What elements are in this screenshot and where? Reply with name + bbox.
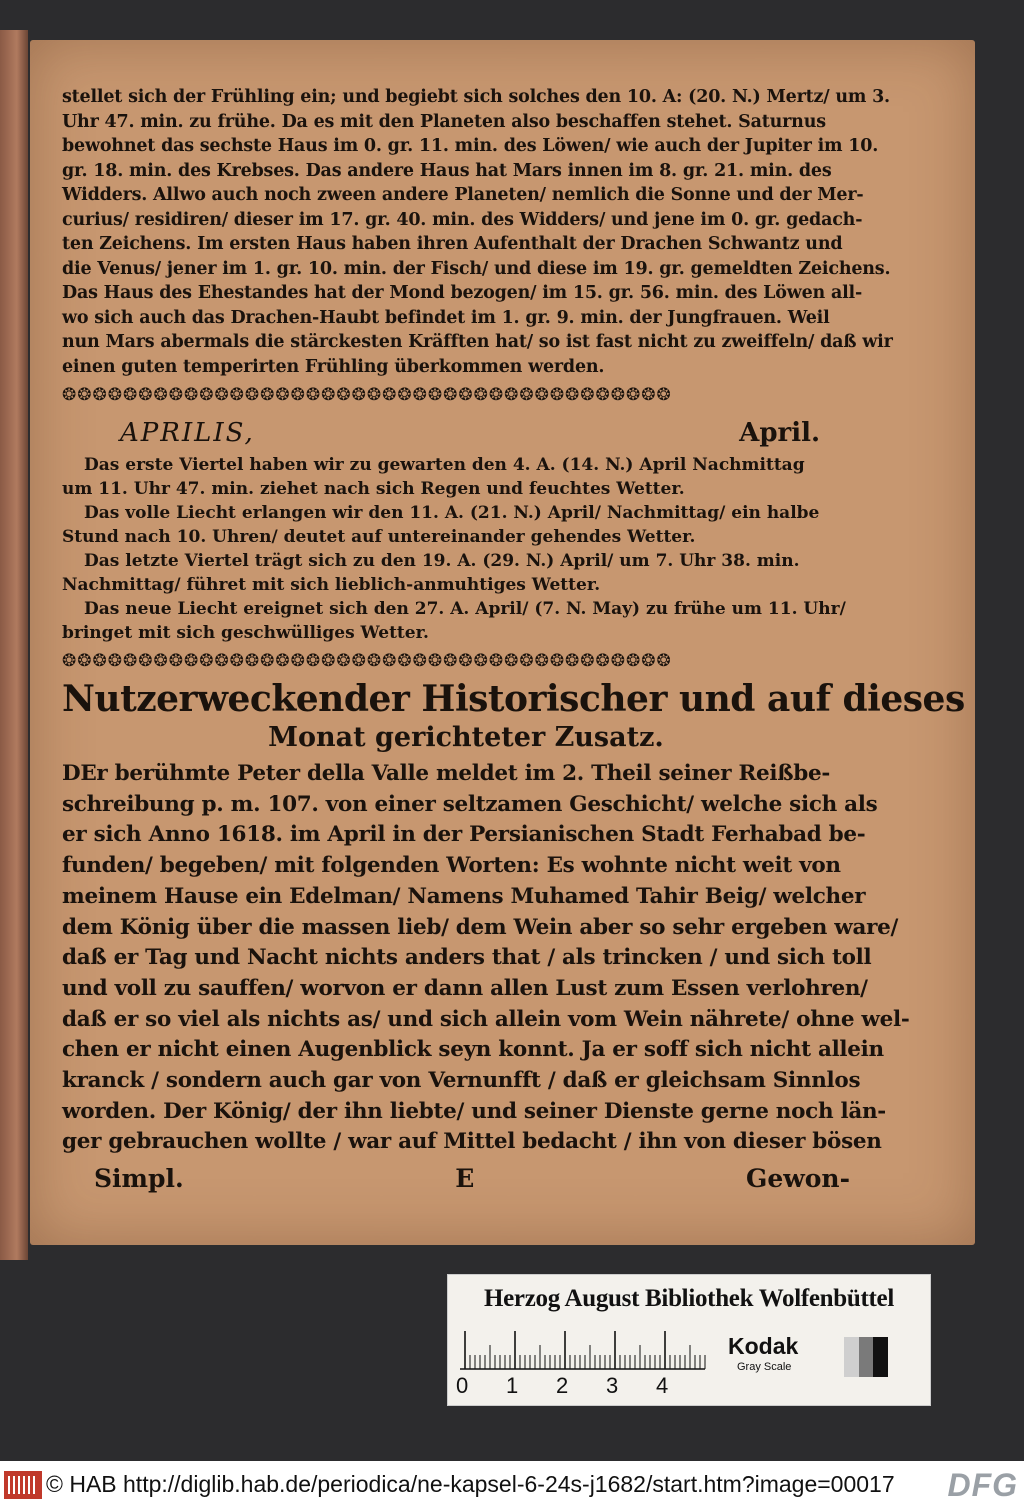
text-line: Das Haus des Ehestandes hat der Mond bezogen/ im 15. gr. 56. min. des Löwen all- (62, 283, 863, 303)
text-line: Uhr 47. min. zu frühe. Da es mit den Planeten also beschaffen stehet. Saturnus (62, 111, 826, 132)
text-line: stellet sich der Frühling ein; und begiebt sich solches den 10. A: (20. N.) Mertz/ um 3. (62, 87, 890, 107)
body-line: daß er Tag und Nacht nichts anders that / als trincken / und sich toll (62, 945, 872, 971)
page-footer-catchwords (62, 1162, 870, 1196)
text-line: bewohnet das sechste Haus im 0. gr. 11. min. des Löwen/ wie auch der Jupiter im 10. (62, 136, 879, 156)
ruler-number: 3 (606, 1373, 619, 1398)
body-line: und voll zu sauffen/ worvon er dann allen Lust zum Essen verlohren/ (62, 975, 868, 1001)
month-heading (62, 415, 870, 451)
body-line: kranck / sondern auch gar von Vernunfft / daß er gleichsam Sinnlos (62, 1068, 861, 1094)
body-line: daß er so viel als nichts as/ und sich allein vom Wein nährete/ ohne wel- (62, 1006, 910, 1032)
body-line: dem König über die massen lieb/ dem Wein aber so sehr ergeben ware/ (62, 914, 899, 940)
page-text (62, 85, 965, 1196)
month-german: April. (739, 418, 820, 448)
swatch-light (844, 1337, 859, 1377)
section-heading: Nutzerweckender Historischer und auf dieses (62, 678, 965, 720)
text-line: ten Zeichens. Im ersten Haus haben ihren Aufenthalt der Drachen Schwantz und (62, 234, 843, 254)
entry-line: Stund nach 10. Uhren/ deutet auf untereinander gehendes Wetter. (62, 527, 696, 547)
entry-line: Das erste Viertel haben wir zu gewarten den 4. A. (14. N.) April Nachmittag (84, 455, 805, 475)
body-line: meinem Hause ein Edelman/ Namens Muhamed Tahir Beig/ welcher (62, 883, 866, 909)
entry-line: Das neue Liecht ereignet sich den 27. A. April/ (7. N. May) zu frühe um 11. Uhr/ (84, 599, 846, 619)
kodak-brand: Kodak (728, 1333, 799, 1359)
entry-line: Das letzte Viertel trägt sich zu den 19. A. (29. N.) April/ um 7. Uhr 38. min. (84, 551, 800, 571)
body-line: DEr berühmte Peter della Valle meldet im 2. Theil seiner Reißbe- (62, 761, 831, 786)
text-line: nun Mars abermals die stärckesten Kräfften hat/ so ist fast nicht zu zweiffeln/ daß wir (62, 332, 893, 352)
signature-mark: E (455, 1164, 475, 1194)
ruler-number: 1 (506, 1373, 519, 1398)
text-line: wo sich auch das Drachen-Haubt befindet im 1. gr. 9. min. der Jungfrauen. Weil (62, 307, 830, 328)
month-latin: APRILIS, (120, 418, 255, 448)
gray-scale-label: Gray Scale (737, 1361, 792, 1373)
text-line: curius/ residiren/ dieser im 17. gr. 40. min. des Widders/ und jene im 0. gr. gedach- (62, 209, 863, 230)
adjacent-page-edge (0, 30, 28, 1260)
body-line: schreibung p. m. 107. von einer seltzamen Geschicht/ welche sich als (62, 791, 878, 817)
ornament-divider-2: ❂❂❂❂❂❂❂❂❂❂❂❂❂❂❂❂❂❂❂❂❂❂❂❂❂❂❂❂❂❂❂❂❂❂❂❂❂❂❂❂ (62, 651, 672, 671)
text-line: einen guten temperirten Frühling überkommen werden. (62, 356, 605, 377)
catchword: Gewon- (745, 1164, 850, 1194)
intro-paragraph (62, 85, 893, 379)
body-line: funden/ begeben/ mit folgenden Worten: Es wohnte nicht weit von (62, 853, 841, 879)
footer-left: Simpl. (94, 1164, 184, 1194)
entry-line: um 11. Uhr 47. min. ziehet nach sich Regen und feuchtes Wetter. (62, 479, 685, 499)
viewer-footer (0, 1461, 1024, 1507)
ornament-divider: ❂❂❂❂❂❂❂❂❂❂❂❂❂❂❂❂❂❂❂❂❂❂❂❂❂❂❂❂❂❂❂❂❂❂❂❂❂❂❂❂ (62, 385, 672, 405)
text-line: gr. 18. min. des Krebses. Das andere Haus hat Mars innen im 8. gr. 21. min. des (62, 160, 832, 181)
ruler-number: 4 (656, 1373, 669, 1398)
body-line: chen er nicht einen Augenblick seyn konnt. Ja er soff sich nicht allein (62, 1037, 884, 1063)
scale-ruler (460, 1331, 710, 1371)
body-line: ger gebrauchen wollte / war auf Mittel bedacht / ihn von dieser bösen (62, 1129, 882, 1155)
body-line: worden. Der König/ der ihn liebte/ und seiner Dienste gerne noch län- (62, 1098, 886, 1124)
gray-swatches (844, 1337, 888, 1377)
ruler-number: 2 (556, 1373, 569, 1398)
copyright-url[interactable]: © HAB http://diglib.hab.de/periodica/ne-kapsel-6-24s-j1682/start.htm?image=00017 (46, 1471, 895, 1497)
moon-phase-entries (62, 453, 870, 645)
swatch-mid (859, 1337, 874, 1377)
library-label-card (447, 1274, 931, 1406)
entry-line: Nachmittag/ führet mit sich lieblich-anmuhtiges Wetter. (62, 575, 601, 595)
ruler-number: 0 (456, 1373, 469, 1398)
dfg-logo: DFG (947, 1467, 1018, 1503)
hab-logo-icon (4, 1471, 42, 1499)
entry-line: Das volle Liecht erlangen wir den 11. A. (21. N.) April/ Nachmittag/ ein halbe (84, 503, 820, 523)
text-line: die Venus/ jener im 1. gr. 10. min. der Fisch/ und diese im 19. gr. gemeldten Zeichens. (62, 258, 891, 279)
history-paragraph (62, 759, 910, 1158)
library-name: Herzog August Bibliothek Wolfenbüttel (483, 1285, 894, 1312)
section-subheading: Monat gerichteter Zusatz. (268, 722, 664, 753)
entry-line: bringet mit sich geschwülliges Wetter. (62, 623, 429, 643)
body-line: er sich Anno 1618. im April in der Persianischen Stadt Ferhabad be- (62, 822, 866, 848)
text-line: Widders. Allwo auch noch zween andere Planeten/ nemlich die Sonne und der Mer- (62, 185, 864, 205)
swatch-dark (873, 1337, 888, 1377)
